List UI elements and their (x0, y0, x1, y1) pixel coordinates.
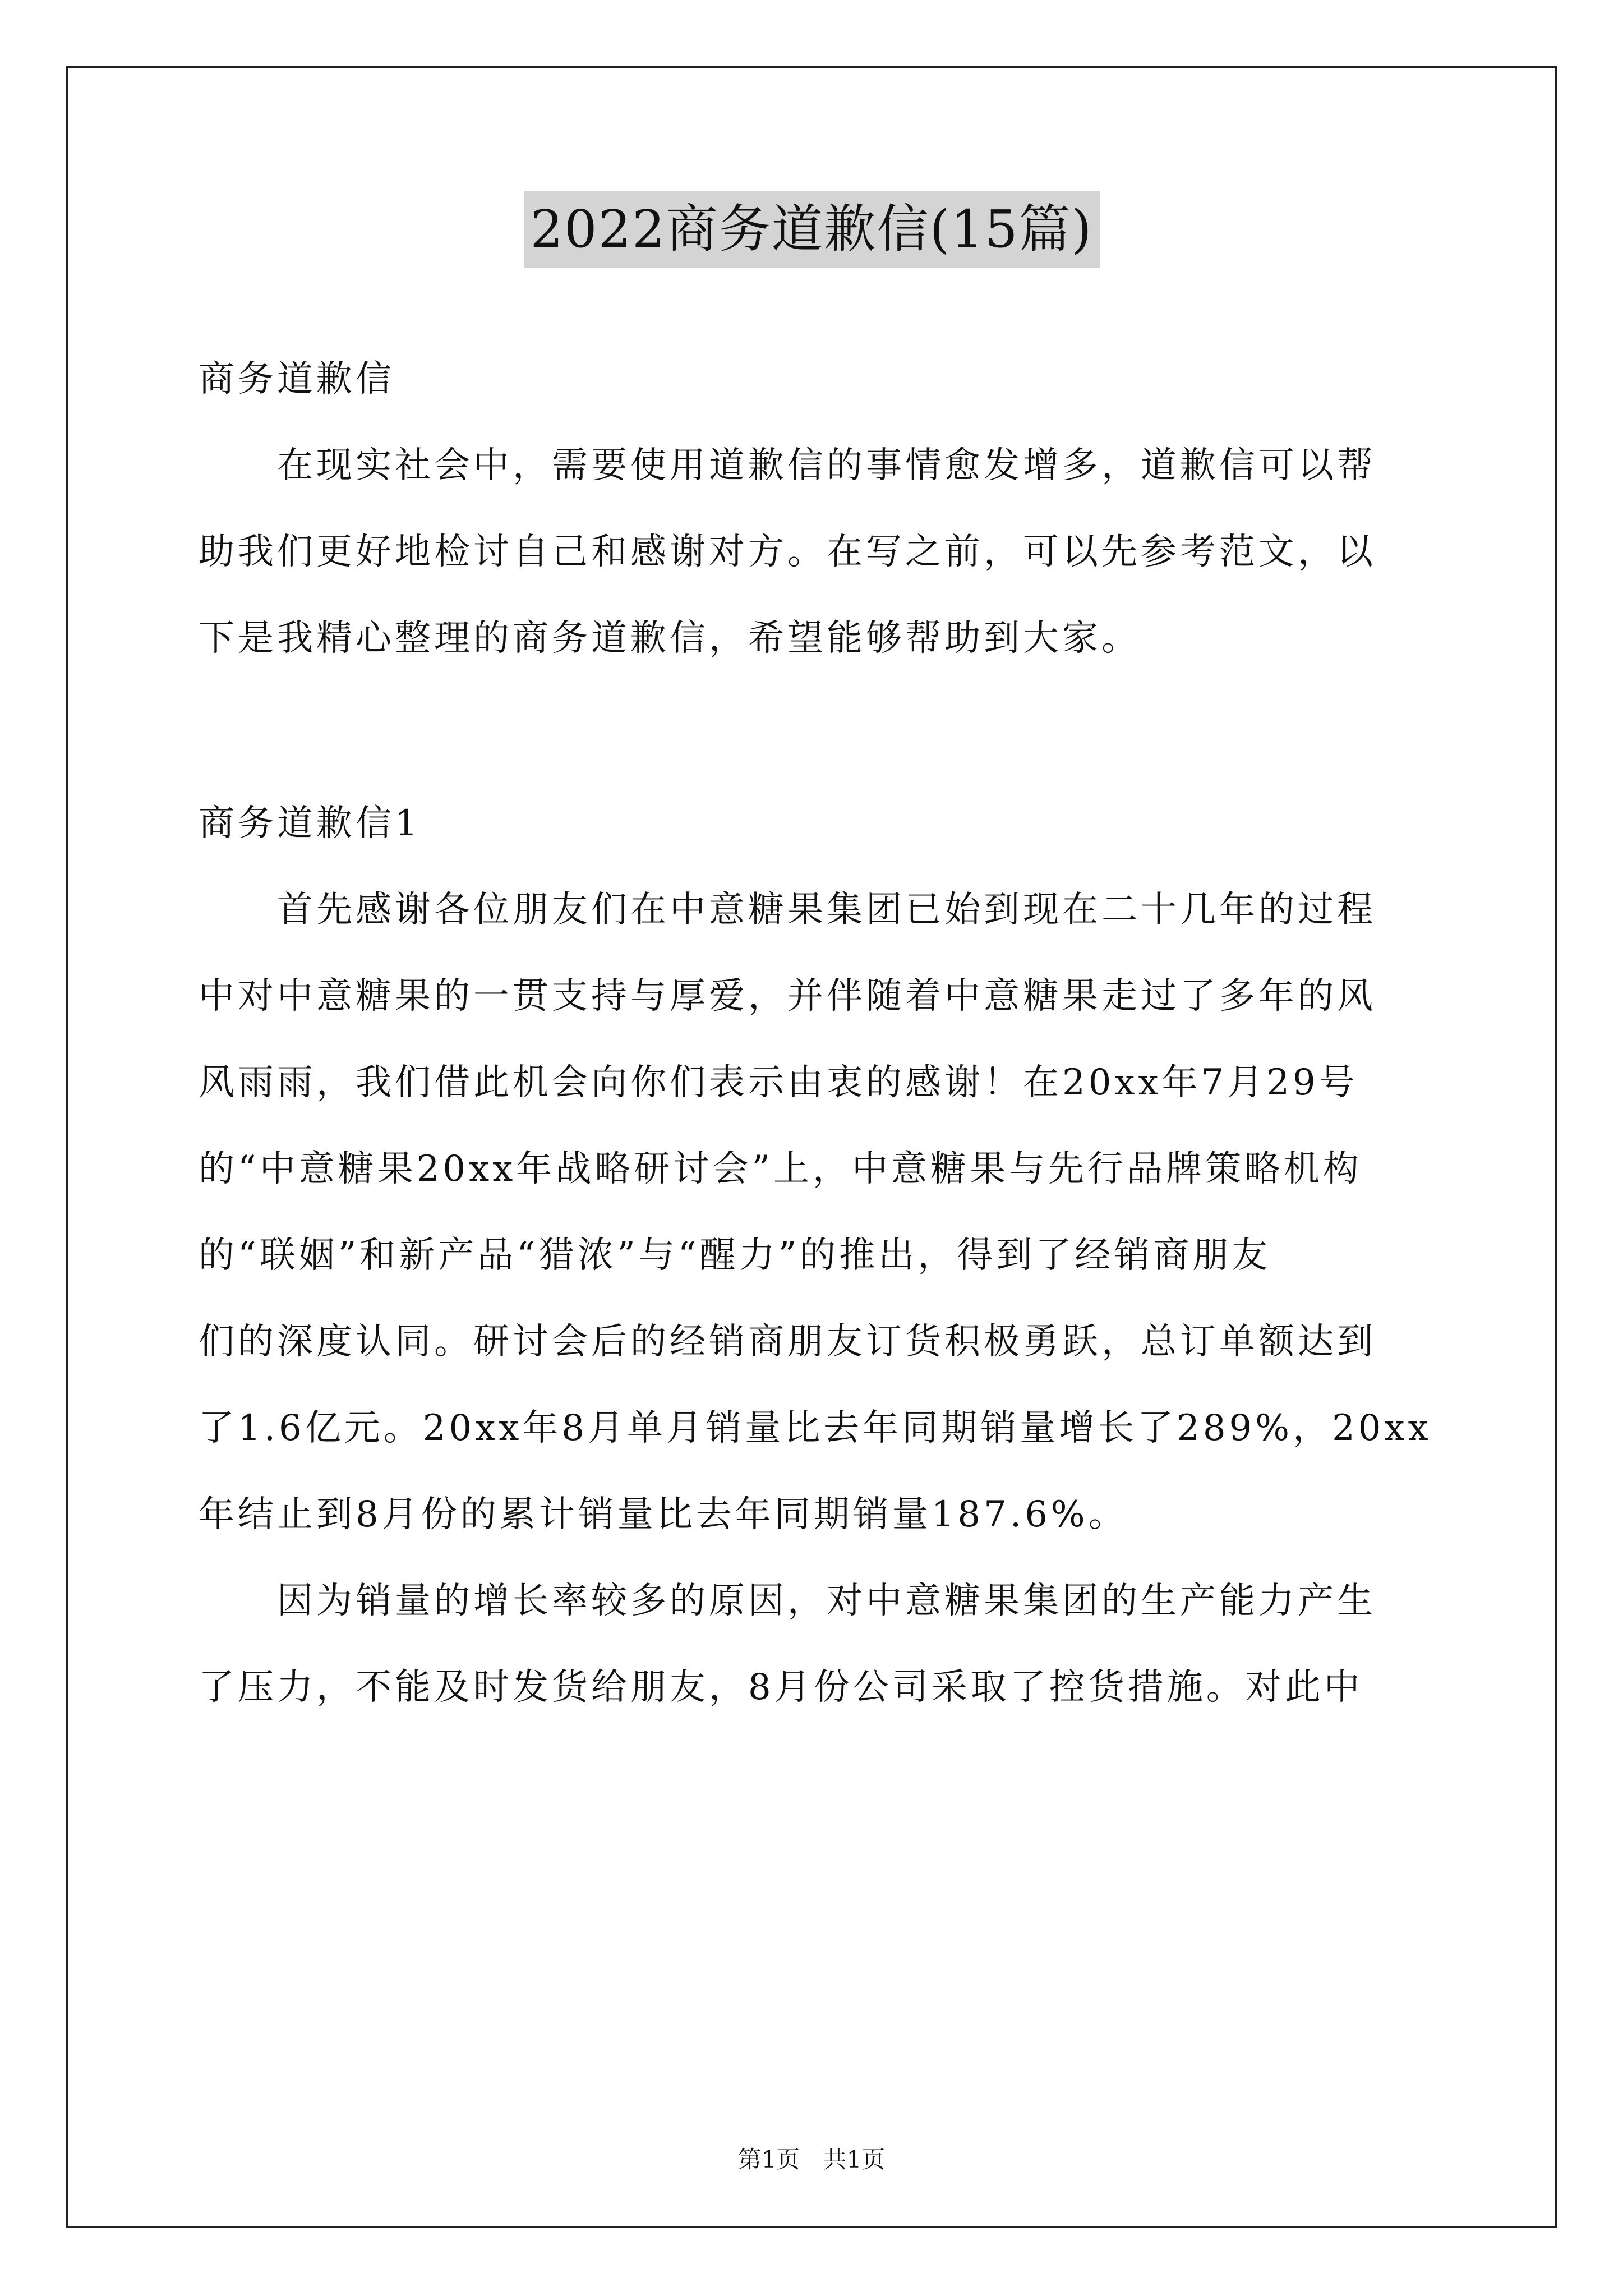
paragraph-line: 的“联姻”和新产品“猎浓”与“醒力”的推出，得到了经销商朋友 (199, 1235, 1271, 1276)
title-area (0, 191, 1623, 268)
paragraph-line: 的“中意糖果20xx年战略研讨会”上，中意糖果与先行品牌策略机构 (199, 1148, 1363, 1190)
page-number-total: 共1页 (823, 2146, 886, 2173)
page-number-current: 第1页 (737, 2146, 800, 2173)
document-body (199, 343, 1432, 1738)
paragraph-line: 因为销量的增长率较多的原因，对中意糖果集团的生产能力产生 (277, 1580, 1376, 1622)
paragraph-line: 在现实社会中，需要使用道歉信的事情愈发增多，道歉信可以帮 (277, 445, 1376, 486)
paragraph-line: 下是我精心整理的商务道歉信，希望能够帮助到大家。 (199, 618, 1141, 659)
section-spacer (199, 689, 1432, 788)
paragraph-line: 中对中意糖果的一贯支持与厚爱，并伴随着中意糖果走过了多年的风 (199, 976, 1376, 1017)
paragraph-line: 助我们更好地检讨自己和感谢对方。在写之前，可以先参考范文，以 (199, 531, 1376, 573)
paragraph-line: 风雨雨，我们借此机会向你们表示由衷的感谢！在20xx年7月29号 (199, 1062, 1358, 1103)
paragraph-line: 了1.6亿元。20xx年8月单月销量比去年同期销量增长了289%，20xx (199, 1407, 1432, 1449)
paragraph-line: 首先感谢各位朋友们在中意糖果集团已始到现在二十几年的过程 (277, 889, 1376, 931)
section-heading: 商务道歉信 (199, 358, 395, 400)
paragraph-line: 了压力，不能及时发货给朋友，8月份公司采取了控货措施。对此中 (199, 1667, 1363, 1708)
document-title: 2022商务道歉信(15篇) (524, 191, 1100, 268)
page-footer (0, 2143, 1623, 2177)
paragraph-line: 们的深度认同。研讨会后的经销商朋友订货积极勇跃，总订单额达到 (199, 1321, 1376, 1363)
section-heading: 商务道歉信1 (199, 803, 421, 844)
paragraph-line: 年结止到8月份的累计销量比去年同期销量187.6%。 (199, 1494, 1128, 1535)
